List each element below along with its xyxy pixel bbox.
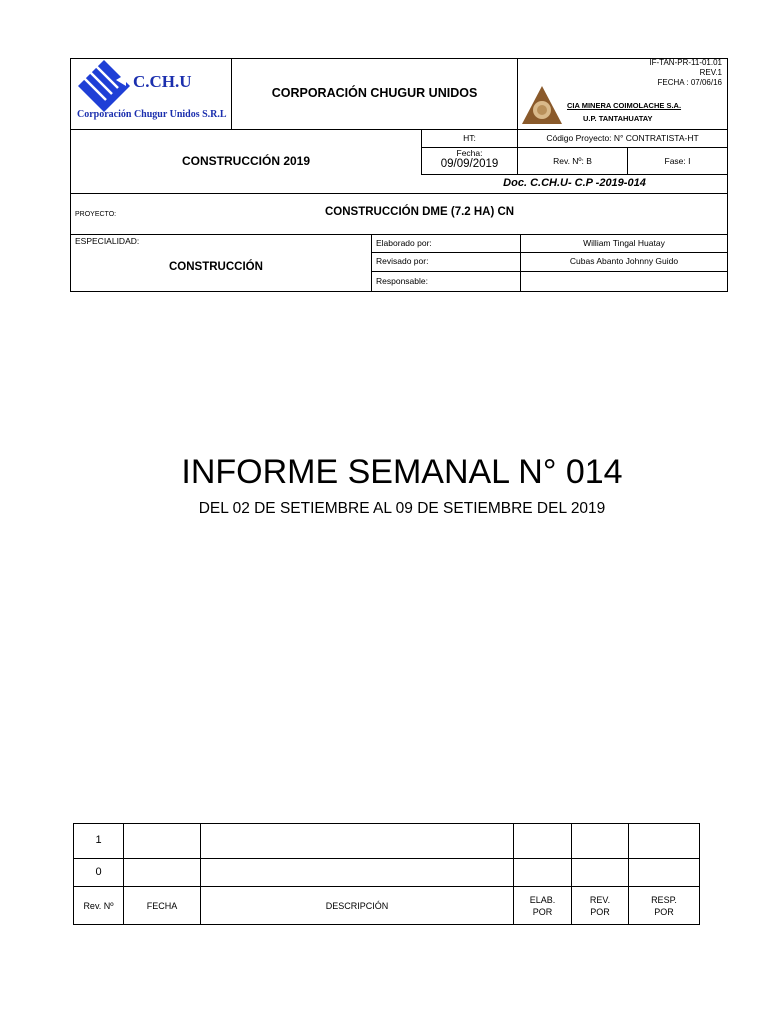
- logo-subtitle: Corporación Chugur Unidos S.R.L: [77, 109, 227, 120]
- codigo-proyecto: Código Proyecto: N° CONTRATISTA-HT: [546, 133, 699, 143]
- mine-name: CIA MINERA COIMOLACHE S.A.: [567, 101, 682, 110]
- col-header-elab: ELAB.: [529, 895, 556, 905]
- mine-logo-icon: [520, 84, 564, 126]
- report-subtitle: DEL 02 DE SETIEMBRE AL 09 DE SETIEMBRE DEL 2019: [198, 500, 606, 517]
- proyecto-label: PROYECTO:: [75, 211, 117, 218]
- report-title: INFORME SEMANAL N° 014: [181, 453, 623, 491]
- responsable-label: Responsable:: [376, 276, 428, 286]
- doc-reference: Doc. C.CH.U- C.P -2019-014: [503, 177, 646, 189]
- especialidad-label: ESPECIALIDAD:: [75, 236, 140, 246]
- col-header-resp-por: POR: [654, 907, 674, 917]
- elaborado-label: Elaborado por:: [376, 238, 432, 248]
- col-header-rev-by: REV.: [589, 895, 611, 905]
- col-header-rev: Rev. Nº: [83, 901, 114, 911]
- proyecto-value: CONSTRUCCIÓN DME (7.2 HA) CN: [325, 206, 515, 218]
- fase-label: Fase: I: [664, 156, 691, 166]
- elaborado-value: William Tingal Huatay: [583, 238, 665, 248]
- rev-label: Rev. Nº: B: [553, 156, 592, 166]
- diamond-logo-icon: [76, 60, 136, 112]
- table-row: 0: [95, 866, 102, 878]
- col-header-rev-por: POR: [590, 907, 610, 917]
- mine-unit: U.P. TANTAHUATAY: [583, 114, 653, 123]
- revisado-value: Cubas Abanto Johnny Guido: [569, 256, 679, 266]
- doc-code: IF-TAN-PR-11-01.01: [649, 58, 722, 67]
- ht-label: HT:: [463, 133, 476, 143]
- revisado-label: Revisado por:: [376, 256, 429, 266]
- construccion-title: CONSTRUCCIÓN 2019: [181, 154, 311, 168]
- fecha-label: Fecha:: [456, 148, 483, 158]
- table-row: 1: [95, 834, 102, 846]
- col-header-fecha: FECHA: [146, 901, 178, 911]
- especialidad-value: CONSTRUCCIÓN: [169, 261, 263, 273]
- company-name: CORPORACIÓN CHUGUR UNIDOS: [271, 86, 478, 100]
- fecha-value: 09/09/2019: [440, 158, 499, 170]
- col-header-descripcion: DESCRIPCIÓN: [325, 901, 389, 911]
- doc-rev: REV.1: [699, 68, 722, 77]
- logo-text: C.CH.U: [133, 72, 192, 91]
- col-header-resp: RESP.: [651, 895, 677, 905]
- doc-fecha: FECHA : 07/06/16: [657, 78, 722, 87]
- col-header-elab-por: POR: [532, 907, 553, 917]
